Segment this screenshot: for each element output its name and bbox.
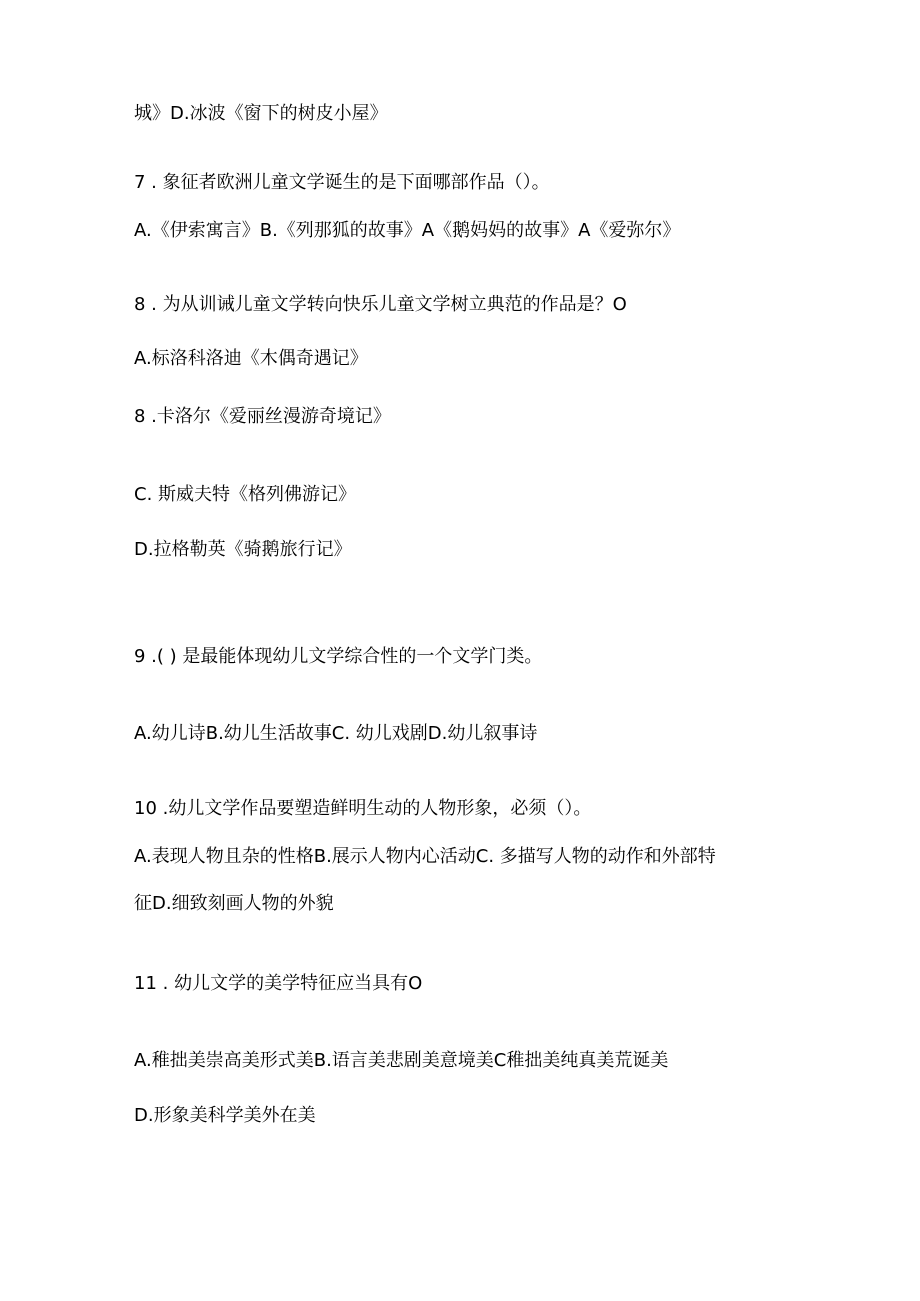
question-10: 10 .幼儿文学作品要塑造鲜明生动的人物形象，必须（）。 <box>134 798 592 819</box>
text-line: 城》D.冰波《窗下的树皮小屋》 <box>134 103 388 124</box>
question-9: 9 .( ) 是最能体现幼儿文学综合性的一个文学门类。 <box>134 646 543 667</box>
question-7: 7 . 象征者欧洲儿童文学诞生的是下面哪部作品（）。 <box>134 172 550 193</box>
question-11-option-d: D.形象美科学美外在美 <box>134 1105 316 1126</box>
question-8-option-d: D.拉格勒英《骑鹅旅行记》 <box>134 539 352 560</box>
question-11-options: A.稚拙美崇高美形式美B.语言美悲剧美意境美C稚拙美纯真美荒诞美 <box>134 1050 669 1071</box>
question-8-option-b: 8 .卡洛尔《爱丽丝漫游奇境记》 <box>134 406 391 427</box>
question-10-options-cont: 征D.细致刻画人物的外貌 <box>134 893 334 914</box>
question-7-options: A.《伊索寓言》B.《列那狐的故事》A《鹅妈妈的故事》A《爱弥尔》 <box>134 220 681 241</box>
question-11: 11 . 幼儿文学的美学特征应当具有O <box>134 973 423 994</box>
question-8-option-a: A.标洛科洛迪《木偶奇遇记》 <box>134 348 368 369</box>
question-8: 8 . 为从训诫儿童文学转向快乐儿童文学树立典范的作品是？O <box>134 294 627 315</box>
question-9-options: A.幼儿诗B.幼儿生活故事C. 幼儿戏剧D.幼儿叙事诗 <box>134 723 538 744</box>
question-10-options: A.表现人物且杂的性格B.展示人物内心活动C. 多描写人物的动作和外部特 <box>134 846 716 867</box>
question-8-option-c: C. 斯威夫特《格列佛游记》 <box>134 484 357 505</box>
